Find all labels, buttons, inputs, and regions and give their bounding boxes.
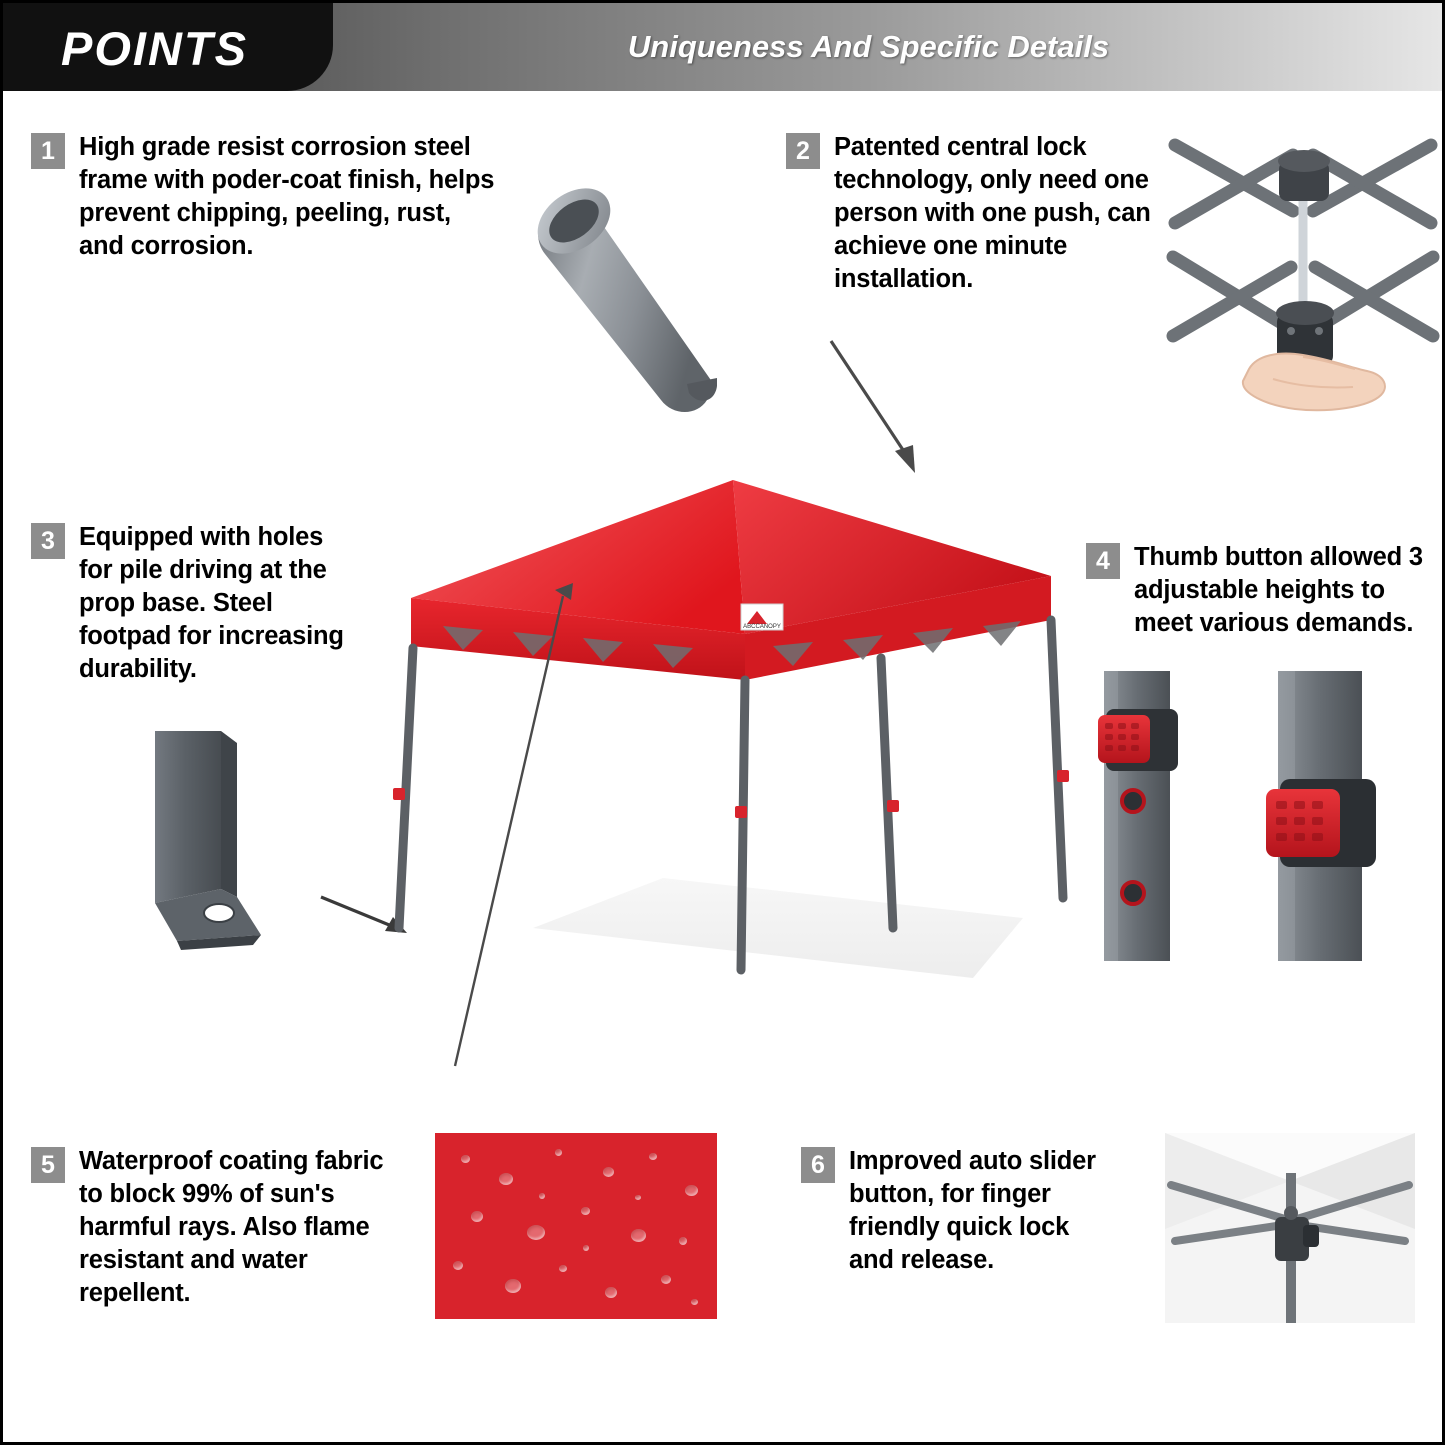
- point-item-1: [31, 131, 501, 263]
- point-item-4: [1086, 541, 1436, 640]
- point-badge-5: 5: [31, 1147, 65, 1183]
- point-text-2: Patented central lock technology, only need one person with one push, can achieve one minute installation.: [834, 133, 1151, 293]
- auto-slider-button-icon: [1165, 1133, 1415, 1323]
- point-item-5: [31, 1145, 411, 1309]
- point-badge-6: 6: [801, 1147, 835, 1183]
- thumb-button-leg-icon: [1088, 671, 1418, 961]
- central-lock-hand-icon: [1153, 131, 1445, 421]
- point-item-6: [801, 1145, 1101, 1277]
- header-tab-label: POINTS: [61, 22, 248, 75]
- steel-tube-icon: [501, 188, 751, 423]
- page-title: Uniqueness And Specific Details: [627, 29, 1110, 64]
- point-badge-1: 1: [31, 133, 65, 169]
- canopy-illustration: [333, 458, 1113, 1098]
- point-badge-2: 2: [786, 133, 820, 169]
- waterproof-fabric-swatch: [435, 1133, 717, 1319]
- svg-text:ABCCANOPY: ABCCANOPY: [743, 624, 781, 630]
- point-item-2: [786, 131, 1151, 295]
- point-item-3: [31, 521, 361, 685]
- point-text-1: High grade resist corrosion steel frame with poder-coat finish, helps prevent chipping, peeling, rust, and corrosion.: [79, 133, 495, 260]
- header-bar: [3, 3, 1442, 91]
- point-badge-3: 3: [31, 523, 65, 559]
- point-text-6: Improved auto slider button, for finger friendly quick lock and release.: [849, 1147, 1096, 1274]
- header-tab: [3, 3, 333, 91]
- point-text-3: Equipped with holes for pile driving at the prop base. Steel footpad for increasing durability.: [79, 523, 344, 683]
- point-text-4: Thumb button allowed 3 adjustable heights to meet various demands.: [1134, 543, 1423, 637]
- point-text-5: Waterproof coating fabric to block 99% of sun's harmful rays. Also flame resistant and water repellent.: [79, 1147, 384, 1307]
- point-badge-4: 4: [1086, 543, 1120, 579]
